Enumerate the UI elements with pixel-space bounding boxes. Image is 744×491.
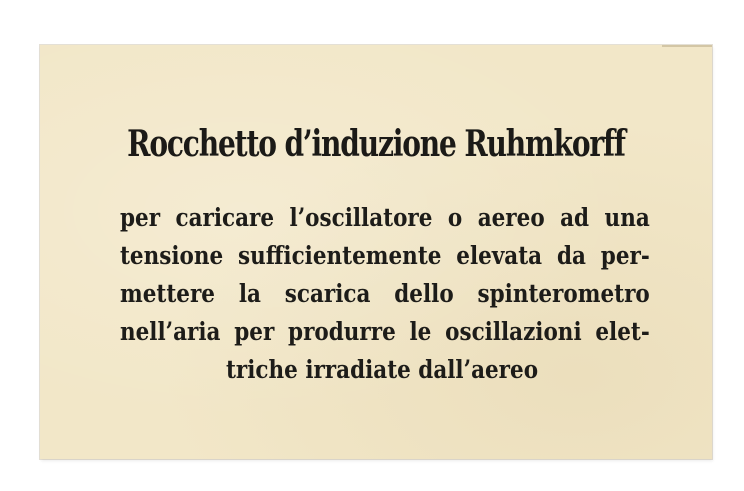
document-title: Rocchetto d’induzione Ruhmkorff — [127, 123, 625, 165]
body-line-1: per caricare l’oscillatore o aereo ad una — [120, 203, 650, 232]
body-line-5: triche irradiate dall’aereo — [226, 355, 539, 384]
paper-card — [40, 45, 712, 459]
paper-edge-shadow — [662, 45, 712, 47]
body-line-3: mettere la scarica dello spinterometro — [120, 279, 650, 308]
body-line-2: tensione sufficientemente elevata da per- — [120, 241, 650, 270]
body-line-4: nell’aria per produrre le oscillazioni elet- — [120, 317, 650, 346]
